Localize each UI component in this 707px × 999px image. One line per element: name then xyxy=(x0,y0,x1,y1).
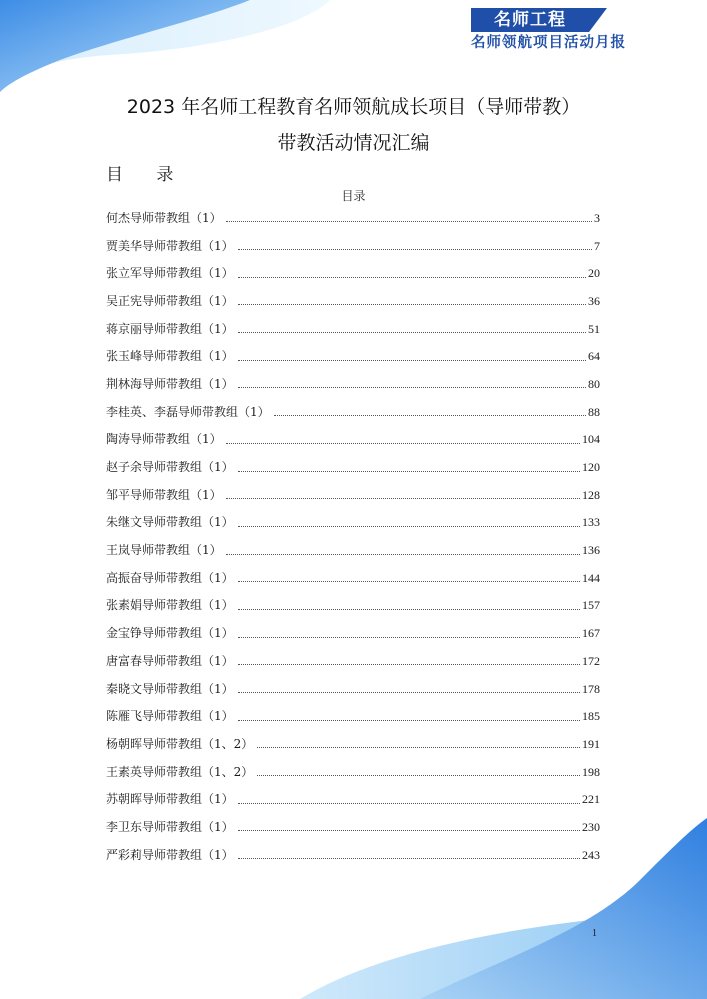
header-banner xyxy=(471,8,671,56)
toc-dot-leader xyxy=(226,498,580,499)
toc-entry-label: 金宝铮导师带教组（1） xyxy=(106,626,234,641)
toc-entry-page: 36 xyxy=(588,293,600,308)
toc-entry-page: 20 xyxy=(588,266,600,281)
toc-entry-page: 172 xyxy=(582,653,600,668)
toc-entry[interactable] xyxy=(106,619,600,647)
toc-dot-leader xyxy=(238,858,580,859)
toc-entry-page: 128 xyxy=(582,487,600,502)
toc-entry[interactable] xyxy=(106,342,600,370)
toc-entry[interactable] xyxy=(106,232,600,260)
toc-heading: 目 录 xyxy=(106,165,188,185)
toc-entry-page: 178 xyxy=(582,681,600,696)
toc-entry-page: 133 xyxy=(582,515,600,530)
toc-entry[interactable] xyxy=(106,536,600,564)
toc-entry-page: 120 xyxy=(582,460,600,475)
page-subtitle: 带教活动情况汇编 xyxy=(277,132,430,154)
toc-entry-label: 蒋京丽导师带教组（1） xyxy=(106,321,234,336)
toc-dot-leader xyxy=(238,387,586,388)
toc-entry-page: 230 xyxy=(582,819,600,834)
toc-entry[interactable] xyxy=(106,204,600,232)
toc-dot-leader xyxy=(226,221,592,222)
toc-dot-leader xyxy=(257,747,580,748)
toc-entry-label: 张素娟导师带教组（1） xyxy=(106,598,234,613)
toc-entry[interactable] xyxy=(106,426,600,454)
toc-entry-page: 167 xyxy=(582,626,600,641)
toc-dot-leader xyxy=(238,249,592,250)
toc-entry[interactable] xyxy=(106,398,600,426)
toc-dot-leader xyxy=(226,554,580,555)
toc-entry[interactable] xyxy=(106,730,600,758)
toc-dot-leader xyxy=(238,720,580,721)
toc-entry[interactable] xyxy=(106,564,600,592)
toc-entry[interactable] xyxy=(106,259,600,287)
toc-entry-label: 贾美华导师带教组（1） xyxy=(106,238,234,253)
toc-entry-label: 何杰导师带教组（1） xyxy=(106,210,222,225)
toc-dot-leader xyxy=(238,471,580,472)
toc-dot-leader xyxy=(238,526,580,527)
toc-entry-label: 王素英导师带教组（1、2） xyxy=(106,764,254,779)
toc-entry-label: 秦晓文导师带教组（1） xyxy=(106,681,234,696)
toc-entry[interactable] xyxy=(106,370,600,398)
toc-entry-label: 李卫东导师带教组（1） xyxy=(106,819,234,834)
brand-label: 名师工程 xyxy=(471,8,589,32)
toc-entry-label: 吴正宪导师带教组（1） xyxy=(106,293,234,308)
toc-entry-label: 严彩莉导师带教组（1） xyxy=(106,847,234,862)
toc-entry-label: 唐富春导师带教组（1） xyxy=(106,653,234,668)
toc-dot-leader xyxy=(238,332,586,333)
toc-dot-leader xyxy=(238,803,580,804)
toc-entry-page: 51 xyxy=(588,321,600,336)
toc-dot-leader xyxy=(238,830,580,831)
toc-entry[interactable] xyxy=(106,592,600,620)
toc-entry-page: 157 xyxy=(582,598,600,613)
toc-entry-page: 144 xyxy=(582,570,600,585)
toc-entry-label: 朱继文导师带教组（1） xyxy=(106,515,234,530)
toc-entry-label: 荆林海导师带教组（1） xyxy=(106,376,234,391)
page-number: 1 xyxy=(592,928,597,939)
toc-dot-leader xyxy=(226,443,580,444)
toc-dot-leader xyxy=(274,415,586,416)
toc-entry-page: 7 xyxy=(594,238,600,253)
toc-dot-leader xyxy=(238,609,580,610)
toc-entry-page: 136 xyxy=(582,543,600,558)
toc-entry-page: 198 xyxy=(582,764,600,779)
toc-entry[interactable] xyxy=(106,813,600,841)
toc-entry-label: 张玉峰导师带教组（1） xyxy=(106,349,234,364)
toc-entry-label: 李桂英、李磊导师带教组（1） xyxy=(106,404,270,419)
toc-entry[interactable] xyxy=(106,481,600,509)
toc-entry-label: 王岚导师带教组（1） xyxy=(106,543,222,558)
toc-entry-label: 陈雁飞导师带教组（1） xyxy=(106,709,234,724)
toc-entry[interactable] xyxy=(106,509,600,537)
toc-entry-label: 高振奋导师带教组（1） xyxy=(106,570,234,585)
toc-entry-page: 191 xyxy=(582,736,600,751)
toc-entry-label: 杨朝晖导师带教组（1、2） xyxy=(106,736,254,751)
toc-entry-page: 104 xyxy=(582,432,600,447)
page-title: 2023 年名师工程教育名师领航成长项目（导师带教） xyxy=(126,96,581,118)
toc-list xyxy=(106,204,600,869)
toc-entry[interactable] xyxy=(106,287,600,315)
toc-entry-page: 221 xyxy=(582,792,600,807)
brand-subtitle: 名师领航项目活动月报 xyxy=(471,35,626,51)
toc-entry[interactable] xyxy=(106,702,600,730)
toc-dot-leader xyxy=(238,664,580,665)
toc-entry[interactable] xyxy=(106,785,600,813)
toc-dot-leader xyxy=(238,637,580,638)
toc-entry-page: 80 xyxy=(588,376,600,391)
toc-entry[interactable] xyxy=(106,453,600,481)
toc-entry-page: 185 xyxy=(582,709,600,724)
toc-entry-page: 88 xyxy=(588,404,600,419)
toc-entry[interactable] xyxy=(106,647,600,675)
toc-entry[interactable] xyxy=(106,675,600,703)
toc-entry-label: 张立军导师带教组（1） xyxy=(106,266,234,281)
toc-entry-label: 苏朝晖导师带教组（1） xyxy=(106,792,234,807)
toc-entry[interactable] xyxy=(106,315,600,343)
toc-entry-label: 赵子余导师带教组（1） xyxy=(106,460,234,475)
toc-dot-leader xyxy=(257,775,580,776)
toc-entry-page: 3 xyxy=(594,210,600,225)
toc-dot-leader xyxy=(238,304,586,305)
toc-entry-label: 陶涛导师带教组（1） xyxy=(106,432,222,447)
toc-dot-leader xyxy=(238,581,580,582)
toc-entry-label: 邹平导师带教组（1） xyxy=(106,487,222,502)
toc-caption: 目录 xyxy=(341,189,366,203)
toc-entry[interactable] xyxy=(106,841,600,869)
toc-entry[interactable] xyxy=(106,758,600,786)
toc-dot-leader xyxy=(238,277,586,278)
toc-entry-page: 243 xyxy=(582,847,600,862)
toc-dot-leader xyxy=(238,360,586,361)
toc-entry-page: 64 xyxy=(588,349,600,364)
toc-dot-leader xyxy=(238,692,580,693)
